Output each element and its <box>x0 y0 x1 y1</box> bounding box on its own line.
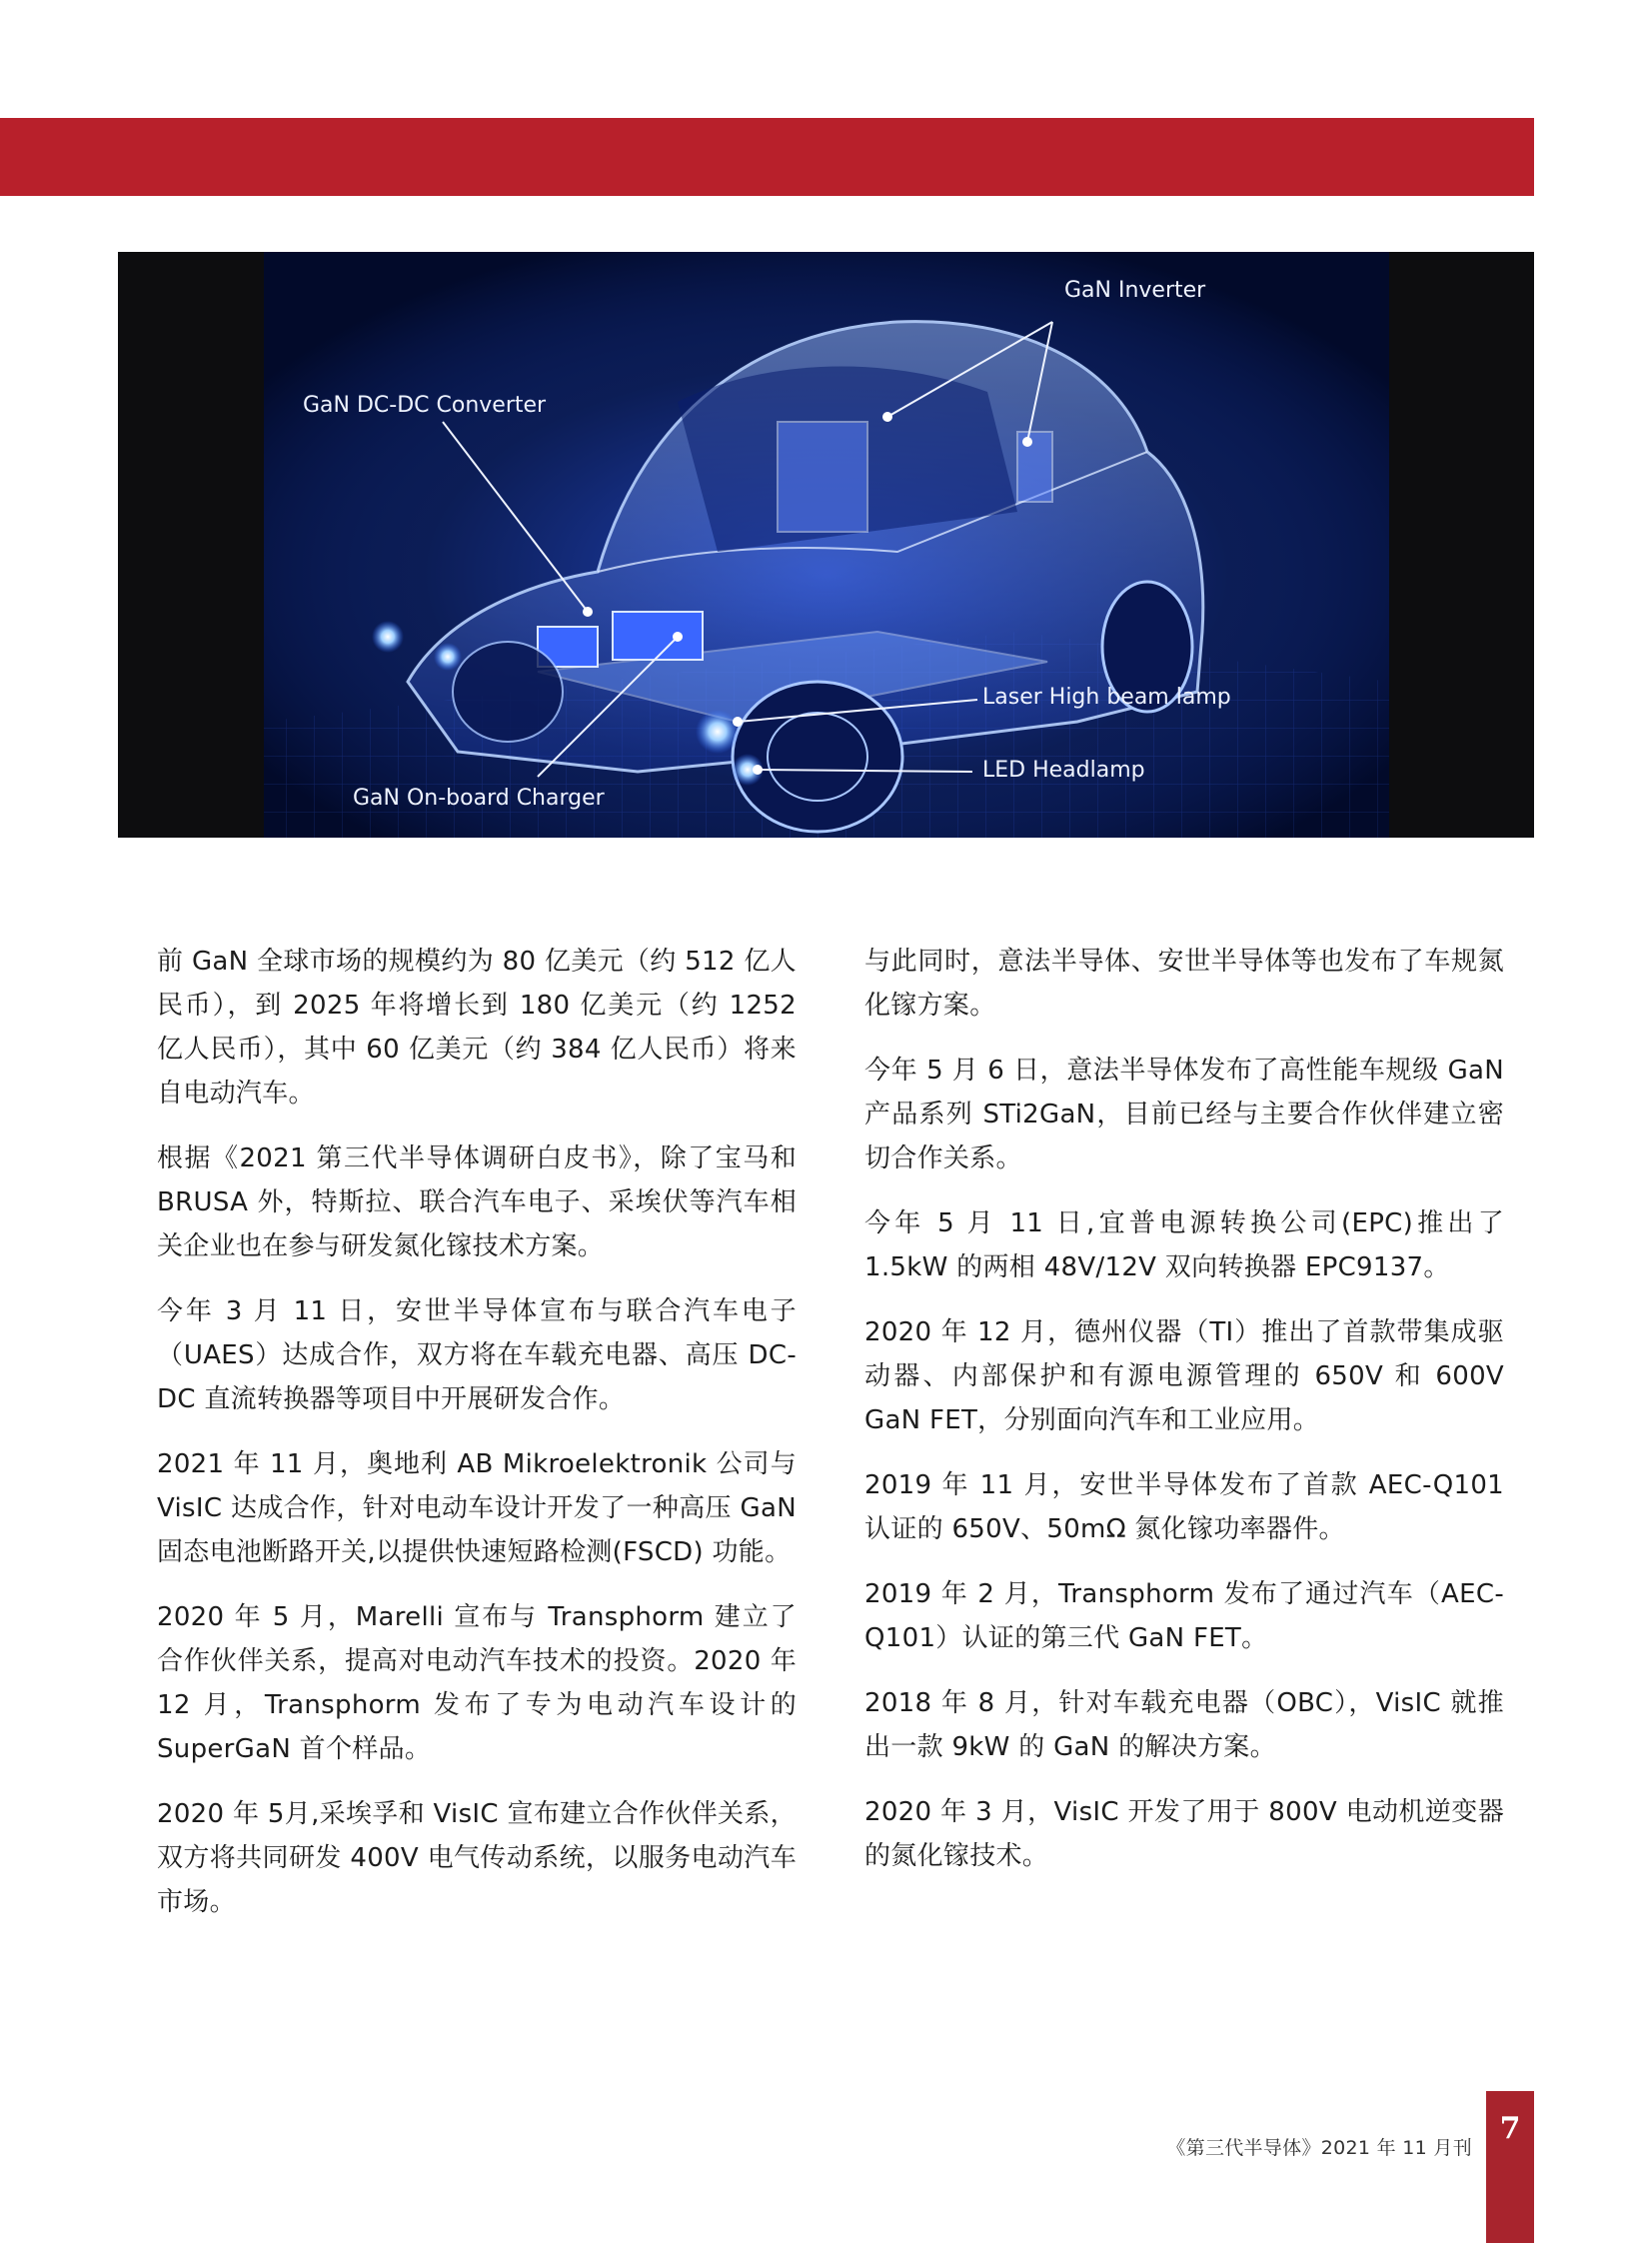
paragraph: 2020 年 3 月，VisIC 开发了用于 800V 电动机逆变器的氮化镓技术。 <box>864 1797 1504 1871</box>
paragraph: 2019 年 2 月，Transphorm 发布了通过汽车（AEC-Q101）认证的第三代 GaN FET。 <box>864 1579 1504 1653</box>
paragraph: 今年 5 月 11 日,宜普电源转换公司(EPC)推出了 1.5kW 的两相 48V/12V 双向转换器 EPC9137。 <box>864 1208 1504 1282</box>
label-gan-dcdc-converter: GaN DC-DC Converter <box>303 393 547 418</box>
page-number: 7 <box>1486 2091 1534 2243</box>
paragraph: 2018 年 8 月，针对车载充电器（OBC），VisIC 就推出一款 9kW 的 GaN 的解决方案。 <box>864 1688 1504 1762</box>
paragraph: 前 GaN 全球市场的规模约为 80 亿美元（约 512 亿人民币），到 2025 年将增长到 180 亿美元（约 1252 亿人民币），其中 60 亿美元（约 384 亿人民币）将来自电动汽车。 <box>157 947 797 1109</box>
paragraph: 2021 年 11 月，奥地利 AB Mikroelektronik 公司与 VisIC 达成合作，针对电动车设计开发了一种高压 GaN 固态电池断路开关,以提供快速短路检测(FSCD) 功能。 <box>157 1449 797 1567</box>
paragraph: 今年 3 月 11 日，安世半导体宣布与联合汽车电子（UAES）达成合作，双方将在车载充电器、高压 DC-DC 直流转换器等项目中开展研发合作。 <box>157 1296 797 1414</box>
right-column <box>864 940 1504 1899</box>
label-laser-high-beam: Laser High beam lamp <box>982 685 1231 710</box>
ev-gan-illustration <box>118 252 1534 838</box>
paragraph: 2020 年 5月,采埃孚和 VisIC 宣布建立合作伙伴关系，双方将共同研发 400V 电气传动系统，以服务电动汽车市场。 <box>157 1799 797 1917</box>
label-gan-inverter: GaN Inverter <box>1064 278 1206 303</box>
paragraph: 2019 年 11 月，安世半导体发布了首款 AEC-Q101 认证的 650V、50mΩ 氮化镓功率器件。 <box>864 1470 1504 1544</box>
paragraph: 2020 年 12 月，德州仪器（TI）推出了首款带集成驱动器、内部保护和有源电源管理的 650V 和 600V GaN FET，分别面向汽车和工业应用。 <box>864 1317 1504 1435</box>
paragraph: 今年 5 月 6 日，意法半导体发布了高性能车规级 GaN 产品系列 STi2GaN，目前已经与主要合作伙伴建立密切合作关系。 <box>864 1056 1504 1173</box>
paragraph: 根据《2021 第三代半导体调研白皮书》，除了宝马和 BRUSA 外，特斯拉、联合汽车电子、采埃伏等汽车相关企业也在参与研发氮化镓技术方案。 <box>157 1143 797 1261</box>
label-led-headlamp: LED Headlamp <box>982 758 1145 783</box>
paragraph: 2020 年 5 月，Marelli 宣布与 Transphorm 建立了合作伙伴关系，提高对电动汽车技术的投资。2020 年 12 月，Transphorm 发布了专为电动汽车设计的 SuperGaN 首个样品。 <box>157 1602 797 1764</box>
header-red-bar <box>0 118 1534 196</box>
hero-image <box>118 252 1534 838</box>
paragraph: 与此同时，意法半导体、安世半导体等也发布了车规氮化镓方案。 <box>864 947 1504 1021</box>
label-gan-onboard-charger: GaN On-board Charger <box>353 786 605 811</box>
left-column <box>157 940 797 1945</box>
publication-footer: 《第三代半导体》2021 年 11 月刊 <box>1166 2137 1472 2159</box>
